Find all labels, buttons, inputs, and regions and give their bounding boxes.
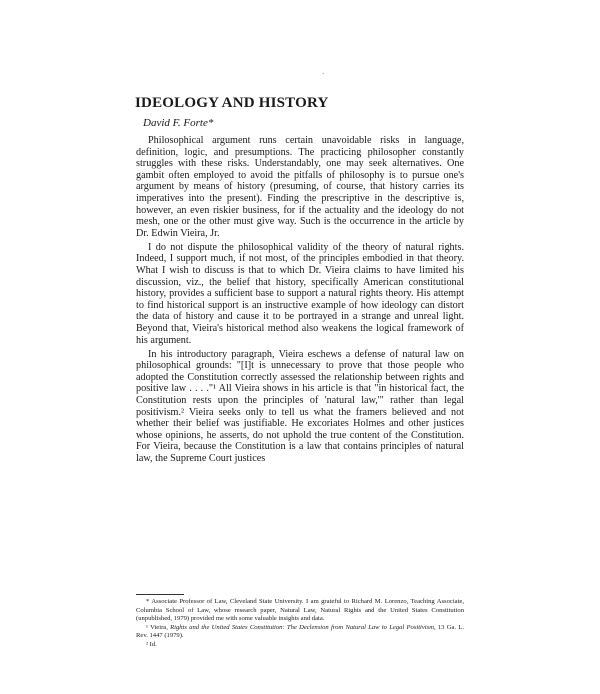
footnote-citation: , 13 Ga. L. Rev. 1447 (1979). [136,623,464,639]
page-mark: · [322,70,325,78]
footnote: * Associate Professor of Law, Cleveland State University. I am grateful to Richard M. Lorenzo, Teaching Associate, Columbia School of Law, whose research paper, Natural Law, Natural Rights and the United States Constitution (unpublished, 1979) provided me with some valuable insights and data. [136,598,464,622]
footnotes [136,598,464,649]
footnote [136,624,464,641]
article-body [136,135,464,467]
footnote-cited-title: Rights and the United States Constitution: The Declension from Natural Law to Legal Positivism [170,623,434,631]
footnote-prefix: ¹ Vieira, [146,623,171,631]
body-paragraph: In his introductory paragraph, Vieira eschews a defense of natural law on philosophical grounds: "[I]t is unnecessary to prove that those people who adopted the Constitution correctly assessed the relationship between rights and positive law . . . ."¹ All Vieira shows in his article is that "in historical fact, the Constitution rests upon the principles of 'natural law,'" rather than legal positivism.² Vieira seeks only to tell us what the framers believed and not whether their belief was justifiable. He excoriates Holmes and other justices whose opinions, he asserts, do not uphold the true content of the Constitution. For Vieira, because the Constitution is a law that contains principles of natural law, the Supreme Court justices [136,348,464,465]
body-paragraph: I do not dispute the philosophical validity of the theory of natural rights. Indeed, I support much, if not most, of the principles embodied in that theory. What I wish to discuss is that to which Dr. Vieira claims to have limited his discussion, viz., the belief that history, specifically American constitutional history, provides a sufficient base to support a natural rights theory. His attempt to find historical support is an instructive example of how ideology can distort the data of history and cause it to be portrayed in a strange and unreal light. Beyond that, Vieira's historical method also weakens the logical framework of his argument. [136,241,464,346]
footnote: ² Id. [146,640,157,648]
body-paragraph: Philosophical argument runs certain unavoidable risks in language, definition, logic, and presumptions. The practicing philosopher constantly struggles with these risks. Understandably, one may seek alternatives. One gambit often employed to avoid the pitfalls of philosophy is to pursue one's argument by means of history (presuming, of course, that history carries its imperatives into the present). Finding the prescriptive in the descriptive is, however, an even riskier business, for if the actuality and the ideology do not mesh, one or the other must give way. Such is the occurrence in the article by Dr. Edwin Vieira, Jr. [136,135,464,239]
article-title: IDEOLOGY AND HISTORY [135,95,329,111]
footnote-rule [136,594,184,595]
article-author: David F. Forte* [143,117,214,129]
